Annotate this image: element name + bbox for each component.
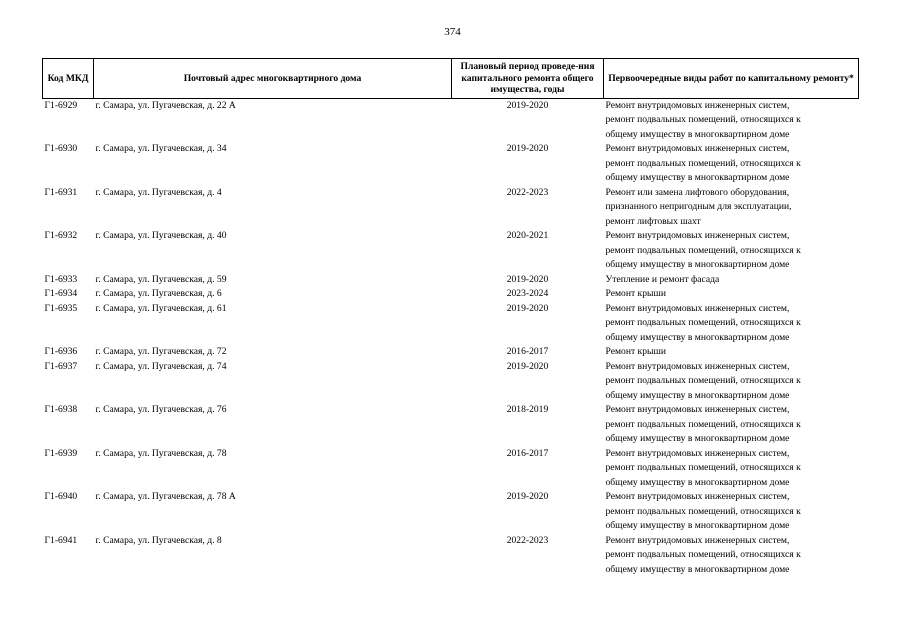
cell-code: Г1-6929: [44, 99, 78, 111]
cell-period: 2016-2017: [506, 447, 549, 459]
capital-repair-table: [42, 58, 859, 577]
work-line: признанного непригодным для эксплуатации,: [605, 201, 792, 212]
work-line: Ремонт крыши: [605, 288, 666, 299]
work-line: ремонт подвальных помещений, относящихся к: [605, 505, 801, 517]
table-row: [43, 345, 859, 360]
table-row: [43, 403, 859, 447]
cell-period: 2019-2020: [506, 360, 549, 372]
cell-address: г. Самара, ул. Пугачевская, д. 61: [95, 302, 227, 314]
table-row: [43, 229, 859, 273]
work-line: общему имуществу в многоквартирном доме: [605, 259, 790, 270]
cell-period: 2019-2020: [506, 491, 549, 502]
cell-period: 2022-2023: [506, 186, 549, 198]
work-line: Ремонт внутридомовых инженерных систем,: [605, 302, 790, 314]
work-line: ремонт подвальных помещений, относящихся к: [605, 157, 801, 169]
header-period: Плановый период проведе-ния капитального ремонта общего имущества, годы: [452, 59, 604, 99]
table-body: [43, 98, 859, 577]
work-line: общему имуществу в многоквартирном доме: [605, 389, 790, 401]
cell-period: 2023-2024: [506, 288, 549, 299]
cell-code: Г1-6931: [44, 186, 78, 198]
header-address: Почтовый адрес многоквартирного дома: [94, 59, 452, 99]
cell-address: г. Самара, ул. Пугачевская, д. 22 А: [95, 99, 236, 111]
work-line: общему имуществу в многоквартирном доме: [605, 433, 790, 444]
cell-code: Г1-6933: [44, 273, 78, 285]
cell-works: [604, 447, 859, 491]
cell-address: г. Самара, ул. Пугачевская, д. 6: [95, 288, 222, 299]
table-row: [43, 302, 859, 346]
cell-code: Г1-6934: [44, 288, 78, 299]
table-row: [43, 186, 859, 230]
page-number: 374: [444, 26, 461, 38]
table-header: [43, 59, 859, 99]
cell-address: г. Самара, ул. Пугачевская, д. 78: [95, 447, 227, 459]
cell-code: Г1-6932: [44, 230, 78, 241]
work-line: Ремонт внутридомовых инженерных систем,: [605, 404, 790, 415]
cell-address: г. Самара, ул. Пугачевская, д. 74: [95, 360, 227, 372]
work-line: Ремонт внутридомовых инженерных систем,: [605, 491, 790, 502]
work-line: Ремонт внутридомовых инженерных систем,: [605, 99, 790, 111]
work-line: Ремонт внутридомовых инженерных систем,: [605, 230, 790, 241]
cell-code: Г1-6939: [44, 447, 78, 459]
table-row: [43, 360, 859, 404]
header-works: Первоочередные виды работ по капитальному ремонту*: [604, 59, 859, 99]
cell-address: г. Самара, ул. Пугачевская, д. 40: [95, 230, 227, 241]
table-row: [43, 490, 859, 534]
work-line: ремонт подвальных помещений, относящихся к: [605, 418, 801, 430]
cell-code: Г1-6936: [44, 346, 78, 357]
cell-code: Г1-6935: [44, 302, 78, 314]
work-line: ремонт лифтовых шахт: [605, 215, 701, 227]
cell-code: Г1-6940: [44, 491, 78, 502]
table-row: [43, 287, 859, 302]
cell-period: 2016-2017: [506, 346, 549, 357]
cell-works: [604, 98, 859, 142]
header-code: Код МКД: [43, 59, 94, 99]
cell-period: 2019-2020: [506, 143, 549, 154]
work-line: Утепление и ремонт фасада: [605, 273, 720, 285]
work-line: ремонт подвальных помещений, относящихся к: [605, 244, 801, 256]
work-line: общему имуществу в многоквартирном доме: [605, 520, 790, 531]
cell-works: [604, 534, 859, 578]
work-line: Ремонт внутридомовых инженерных систем,: [605, 143, 790, 154]
work-line: общему имуществу в многоквартирном доме: [605, 331, 790, 343]
cell-works: [604, 490, 859, 534]
cell-period: 2022-2023: [506, 534, 549, 546]
cell-works: [604, 345, 859, 360]
cell-period: 2019-2020: [506, 99, 549, 111]
cell-works: [604, 186, 859, 230]
table-row: [43, 447, 859, 491]
work-line: ремонт подвальных помещений, относящихся к: [605, 462, 801, 473]
cell-address: г. Самара, ул. Пугачевская, д. 8: [95, 534, 222, 546]
cell-period: 2019-2020: [506, 273, 549, 285]
cell-code: Г1-6930: [44, 143, 78, 154]
work-line: ремонт подвальных помещений, относящихся к: [605, 375, 801, 386]
work-line: Ремонт внутридомовых инженерных систем,: [605, 534, 790, 546]
work-line: общему имуществу в многоквартирном доме: [605, 476, 790, 488]
table-row: [43, 534, 859, 578]
work-line: общему имуществу в многоквартирном доме: [605, 172, 790, 183]
cell-address: г. Самара, ул. Пугачевская, д. 76: [95, 404, 227, 415]
cell-code: Г1-6937: [44, 360, 78, 372]
cell-period: 2018-2019: [506, 404, 549, 415]
cell-works: [604, 229, 859, 273]
cell-works: [604, 273, 859, 288]
cell-address: г. Самара, ул. Пугачевская, д. 4: [95, 186, 222, 198]
work-line: общему имуществу в многоквартирном доме: [605, 563, 790, 575]
cell-works: [604, 360, 859, 404]
table-row: [43, 98, 859, 142]
cell-address: г. Самара, ул. Пугачевская, д. 59: [95, 273, 227, 285]
cell-period: 2019-2020: [506, 302, 549, 314]
cell-code: Г1-6938: [44, 404, 78, 415]
work-line: ремонт подвальных помещений, относящихся к: [605, 549, 801, 560]
header-row: [43, 59, 859, 99]
cell-period: 2020-2021: [506, 230, 549, 241]
work-line: Ремонт крыши: [605, 346, 666, 357]
work-line: Ремонт внутридомовых инженерных систем,: [605, 447, 790, 459]
work-line: общему имуществу в многоквартирном доме: [605, 128, 790, 140]
cell-works: [604, 287, 859, 302]
cell-works: [604, 403, 859, 447]
cell-address: г. Самара, ул. Пугачевская, д. 78 А: [95, 491, 236, 502]
work-line: ремонт подвальных помещений, относящихся к: [605, 317, 801, 328]
table-row: [43, 142, 859, 186]
cell-address: г. Самара, ул. Пугачевская, д. 34: [95, 143, 227, 154]
cell-address: г. Самара, ул. Пугачевская, д. 72: [95, 346, 227, 357]
table-row: [43, 273, 859, 288]
work-line: Ремонт внутридомовых инженерных систем,: [605, 360, 790, 372]
work-line: ремонт подвальных помещений, относящихся к: [605, 114, 801, 125]
cell-works: [604, 302, 859, 346]
cell-code: Г1-6941: [44, 534, 78, 546]
work-line: Ремонт или замена лифтового оборудования,: [605, 186, 790, 198]
cell-works: [604, 142, 859, 186]
